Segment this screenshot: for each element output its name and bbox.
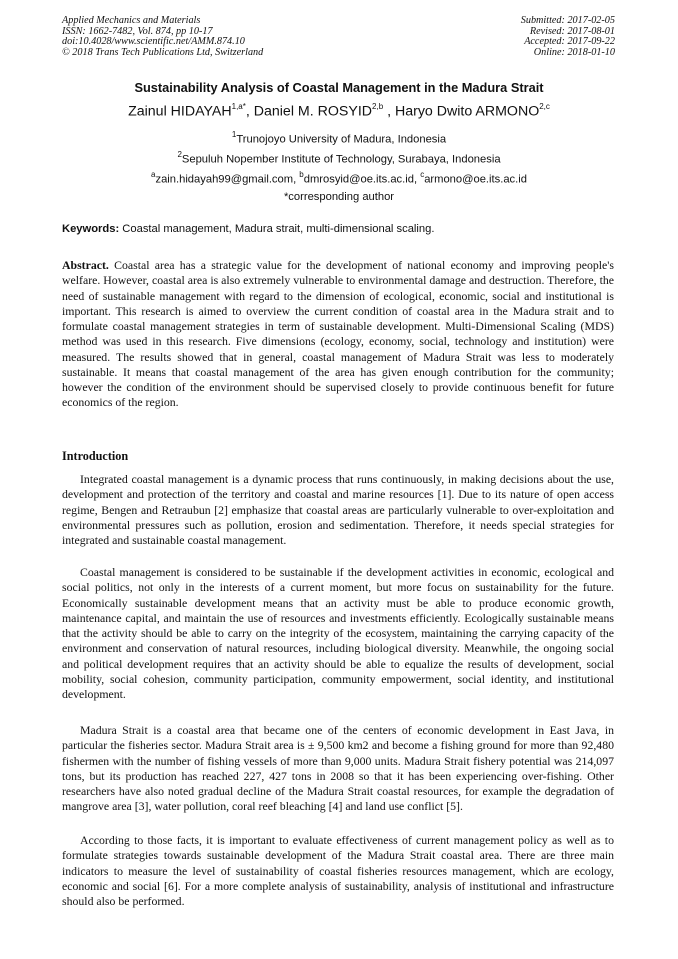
author-affiliation-mark: 1,a* <box>231 102 246 111</box>
journal-issn: ISSN: 1662-7482, Vol. 874, pp 10-17 <box>62 25 213 37</box>
author-affiliation-mark: 2,b <box>372 102 384 111</box>
author-list: Zainul $HIDAYAH^{1,a*}$, Daniel M. ROSYID$^{2,b}$ , Haryo Dwito ARMONO$^{2,c}$ <box>128 102 550 120</box>
affiliation-text: Trunojoyo University of Madura, Indonesia <box>236 133 447 146</box>
keywords <box>62 223 434 235</box>
intro-paragraph: Madura Strait is a coastal area that became one of the centers of economic development in East Java, in particular the fisheries sector. Madura Strait area is ± 9,500 km2 and become a fishing ground for more than 92,480 fishermen with the number of fishing vessels of more than 9,000 units. Madura Strait fishery potential was 214,097 tons, but its production has reached 227, 427 tons in 2008 so that it has been experiencing over-fishing. Other researchers have also noted gradual decline of the Madura Strait coastal resources, for example the degradation of mangrove area [3], water pollution, coral reef bleaching [4] and land use conflict [5]. <box>62 723 614 814</box>
journal-copyright: © 2018 Trans Tech Publications Ltd, Switzerland <box>62 46 264 58</box>
affiliation-mark: 2 <box>177 150 182 159</box>
affiliation-text: Sepuluh Nopember Institute of Technology, Surabaya, Indonesia <box>181 153 501 166</box>
email-link[interactable]: zain.hidayah99@gmail.com, <box>155 173 300 186</box>
section-heading-introduction: Introduction <box>62 449 129 463</box>
journal-info <box>62 16 263 58</box>
date-revised: Revised: 2017-08-01 <box>529 25 615 37</box>
abstract-text: Coastal area has a strategic value for the development of national economy and improving people's welfare. However, coastal area is also extremely vulnerable to environmental damage and destruction. Therefore, the need of sustainable management with regard to the dimension of ecological, economic, social and institutional is important. This research is aimed to overview the current condition of coastal area in the Madura strait and to formulate coastal management strategies in term of sustainable development. Multi-Dimensional Scaling (MDS) method was used in this research. Five dimensions (ecology, economy, social, technology and institution) were measured. The results showed that in general, coastal management of Madura Strait was less to moderately sustainable. It means that coastal management of the area has given enough contribution for the community; however the condition of the environment should be supervised closely to provide continuous benefit for future economics of the region. <box>62 258 614 410</box>
corresponding-author-note: *corresponding author <box>283 191 395 203</box>
date-submitted: Submitted: 2017-02-05 <box>520 15 615 26</box>
affiliation-1 <box>0 131 678 146</box>
email-mark: c <box>420 170 425 179</box>
author-name: Haryo Dwito ARMONO <box>394 103 540 120</box>
date-online: Online: 2018-01-10 <box>533 46 615 58</box>
author-name: Zainul HIDAYAH <box>128 103 232 120</box>
email-link[interactable]: armono@oe.its.ac.id <box>424 173 527 186</box>
author-affiliation-mark: 2,c <box>539 102 550 111</box>
intro-paragraph: Coastal management is considered to be sustainable if the development activities in economic, ecological and social politics, not only in the interests of a current moment, but more focus on sustainability for the future. Economically sustainable development means that an activity must be able to produce economic growth, maintenance capital, and maintain the use of resources and investments efficiently. Ecologically sustainable means that the activity should be able to carry on the integrity of the ecosystem, maintaining the carrying capacity of the environment and conservation of natural resources, including biological diversity. Meanwhile, the ongoing social and political development requires that an activity should be able to equalize the results of development, social mobility, social cohesion, community participation, community empowerment, social identity, and institutional development. <box>62 565 614 701</box>
abstract <box>62 258 614 411</box>
email-mark: b <box>299 170 304 179</box>
email-mark: a <box>151 170 156 179</box>
author-name: Daniel M. ROSYID <box>253 103 373 120</box>
publication-dates <box>521 16 615 58</box>
date-accepted: Accepted: 2017-09-22 <box>524 36 615 48</box>
keywords-text: Coastal management, Madura strait, multi-dimensional scaling. <box>119 223 435 235</box>
affiliation-mark: 1 <box>231 130 237 139</box>
affiliation-2 <box>0 151 678 166</box>
paper-title: Sustainability Analysis of Coastal Management in the Madura Strait <box>134 80 544 95</box>
abstract-label: Abstract. <box>62 258 109 272</box>
keywords-label: Keywords: <box>62 223 120 235</box>
intro-paragraph: Integrated coastal management is a dynamic process that runs continuously, in making decisions about the use, development and protection of the territory and coastal and marine resources [1]. Due to its nature of open access regime, Bengen and Retraubun [2] emphasize that coastal areas are particularly vulnerable to over-exploitation and environmental pressures such as pollution, erosion and sedimentation. Therefore, it needs special strategies for integrated and sustainable coastal management. <box>62 472 614 547</box>
intro-paragraph: According to those facts, it is important to evaluate effectiveness of current management policy as well as to formulate strategies towards sustainable development of the Madura Strait coastal area. There are three main indicators to measure the level of sustainability of coastal fisheries resources management, which are ecology, economic and social [6]. For a more complete analysis of sustainability, analysis of institutional and infrastructure should also be performed. <box>62 833 614 908</box>
author-emails <box>0 171 678 186</box>
email-link[interactable]: dmrosyid@oe.its.ac.id, <box>303 173 421 186</box>
journal-name: Applied Mechanics and Materials <box>62 15 201 26</box>
journal-doi[interactable]: doi:10.4028/www.scientific.net/AMM.874.10 <box>62 36 245 48</box>
